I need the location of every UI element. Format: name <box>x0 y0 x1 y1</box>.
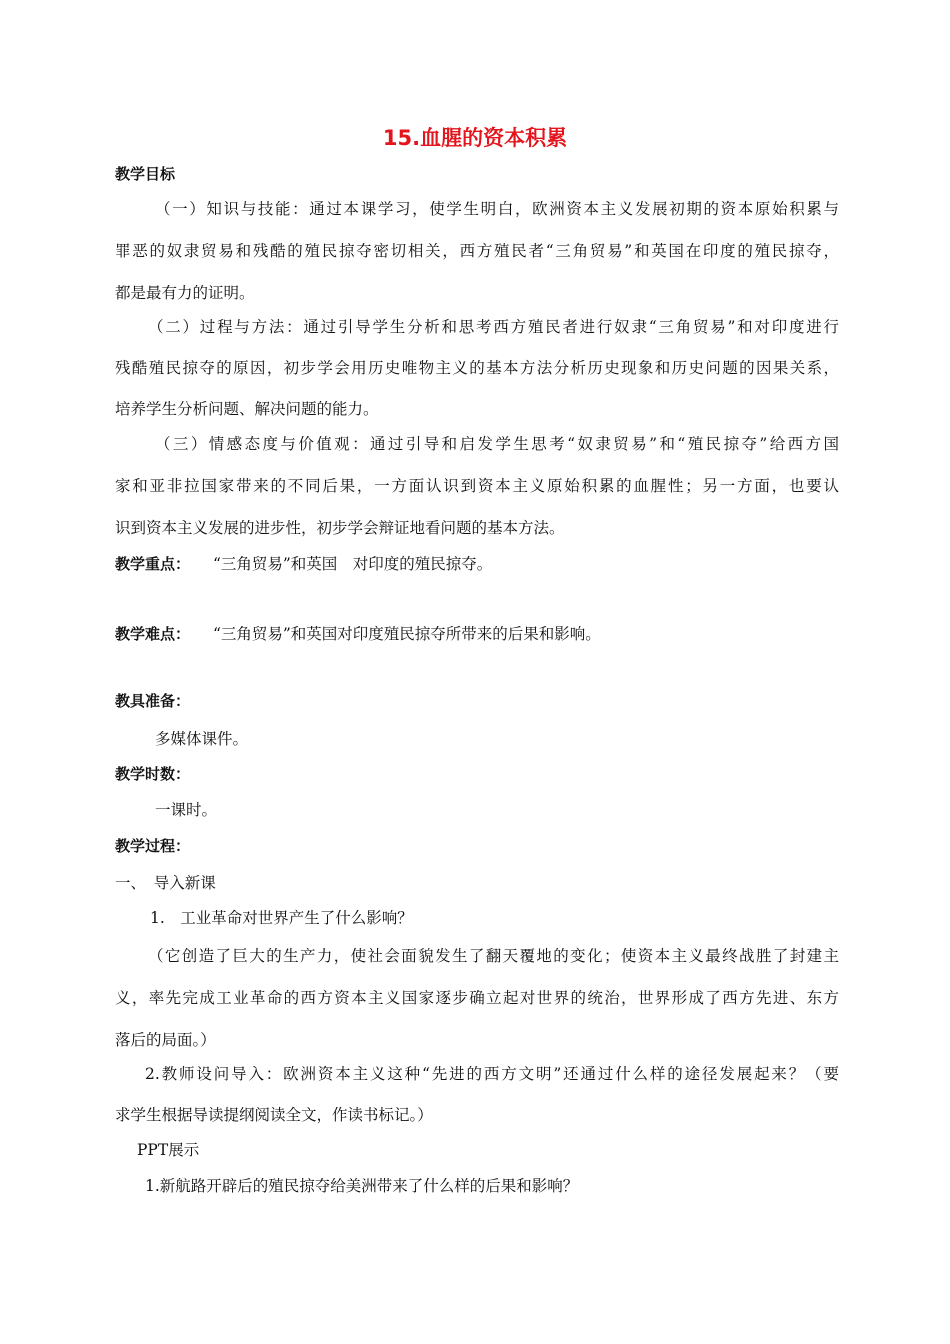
hours-text: 一课时。 <box>155 801 218 819</box>
difficulty-label: 教学难点： <box>115 625 191 643</box>
document-title: 15.血腥的资本积累 <box>382 126 568 150</box>
ppt-question-1: 1.新航路开辟后的殖民掠夺给美洲带来了什么样的后果和影响？ <box>145 1177 579 1195</box>
answer-1-line1: （它创造了巨大的生产力，使社会面貌发生了翻天覆地的变化；使资本主义最终战胜了封建主 <box>148 947 839 965</box>
key-point-label: 教学重点： <box>115 555 191 573</box>
section-1-heading: 一、 导入新课 <box>115 874 216 892</box>
objectives-p3-line2: 家和亚非拉国家带来的不同后果，一方面认识到资本主义原始积累的血腥性；另一方面，也要认 <box>115 477 839 495</box>
key-point-text: “三角贸易”和英国 对印度的殖民掠夺。 <box>212 555 493 573</box>
objectives-p3-line1: （三）情感态度与价值观：通过引导和启发学生思考“奴隶贸易”和“殖民掠夺”给西方国 <box>155 435 839 453</box>
question-1: 1. 工业革命对世界产生了什么影响？ <box>150 909 413 927</box>
objectives-p1-line3: 都是最有力的证明。 <box>115 284 255 302</box>
objectives-p1-line2: 罪恶的奴隶贸易和残酷的殖民掠夺密切相关，西方殖民者“三角贸易”和英国在印度的殖民掠夺， <box>115 242 839 260</box>
objectives-p2-line1: （二）过程与方法：通过引导学生分析和思考西方殖民者进行奴隶“三角贸易”和对印度进行 <box>148 318 839 336</box>
ppt-heading: PPT展示 <box>137 1141 200 1159</box>
process-label: 教学过程： <box>115 837 191 855</box>
objectives-heading: 教学目标 <box>115 165 176 183</box>
question-2-line2: 求学生根据导读提纲阅读全文，作读书标记。） <box>115 1106 433 1124</box>
key-point <box>115 553 492 575</box>
tools-label: 教具准备： <box>115 692 191 710</box>
difficulty-text: “三角贸易”和英国对印度殖民掠夺所带来的后果和影响。 <box>212 625 601 643</box>
objectives-p3-line3: 识到资本主义发展的进步性，初步学会辩证地看问题的基本方法。 <box>115 519 565 537</box>
difficulty <box>115 623 601 645</box>
objectives-p2-line3: 培养学生分析问题、解决问题的能力。 <box>115 400 379 418</box>
objectives-p2-line2: 残酷殖民掠夺的原因，初步学会用历史唯物主义的基本方法分析历史现象和历史问题的因果关系， <box>115 359 839 377</box>
objectives-p1-line1: （一）知识与技能：通过本课学习，使学生明白，欧洲资本主义发展初期的资本原始积累与 <box>155 200 839 218</box>
tools-text: 多媒体课件。 <box>155 730 249 748</box>
question-2-line1: 2.教师设问导入：欧洲资本主义这种“先进的西方文明”还通过什么样的途径发展起来？（要 <box>145 1065 839 1083</box>
answer-1-line2: 义，率先完成工业革命的西方资本主义国家逐步确立起对世界的统治，世界形成了西方先进、东方 <box>115 989 839 1007</box>
hours-label: 教学时数： <box>115 765 191 783</box>
answer-1-line3: 落后的局面。） <box>115 1031 216 1049</box>
